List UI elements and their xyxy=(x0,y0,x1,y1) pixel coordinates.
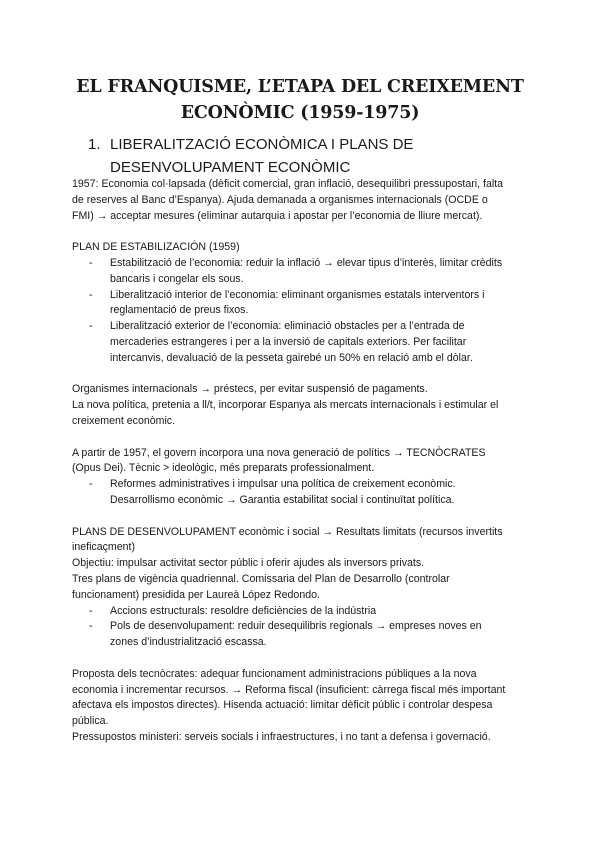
plan-heading: PLAN DE ESTABILIZACIÓN (1959) xyxy=(72,241,240,254)
text-line: FMI) → acceptar mesures (eliminar autarquia i apostar per l’economia de lliure mercat). xyxy=(72,209,483,222)
proposal-paragraph xyxy=(72,667,542,746)
plan-list xyxy=(72,256,542,367)
text-line: Accions estructurals: resoldre deficiències de la indústria xyxy=(110,604,377,617)
document-title-line-2: ECONÒMIC (1959-1975) xyxy=(180,103,420,123)
text-line: Pressupostos ministeri: serveis socials i infraestructures, i no tant a defensa i governació. xyxy=(72,730,491,743)
text-line: Estabilització de l’economia: reduir la inflació → elevar tipus d’interès, limitar crèdits xyxy=(110,256,503,269)
dash-bullet: - xyxy=(89,604,93,617)
text-line: A partir de 1957, el govern incorpora una nova generació de polítics → TECNÒCRATES xyxy=(72,446,486,459)
list-item xyxy=(72,288,542,320)
spacer xyxy=(72,430,542,446)
technocrats-list xyxy=(72,477,542,509)
text-line: 1957: Economia col·lapsada (dèficit comercial, gran inflació, desequilibri pressupostari, falta xyxy=(72,178,504,190)
dash-bullet: - xyxy=(89,256,93,269)
text-line: afectava els impostos directes). Hisenda actuació: limitar dèficit públic i controlar despesa xyxy=(72,699,493,712)
text-line: bancaris i congelar els sous. xyxy=(110,272,244,285)
section-title xyxy=(110,133,510,179)
text-line: (Opus Dei). Tècnic > ideològic, més preparats professionalment. xyxy=(72,462,375,475)
text-line: Objectiu: impulsar activitat sector públic i oferir ajudes als inversors privats. xyxy=(72,557,425,570)
document-title-line-1: EL FRANQUISME, L’ETAPA DEL CREIXEMENT xyxy=(76,77,524,97)
dash-bullet: - xyxy=(89,288,93,301)
text-line: zones d’industrialització escassa. xyxy=(110,636,267,649)
text-line: Reformes administratives i impulsar una política de creixement econòmic. xyxy=(110,478,456,491)
spacer xyxy=(72,367,542,383)
text-line: pública. xyxy=(72,715,109,728)
text-line: Liberalització exterior de l’economia: eliminació obstacles per a l’entrada de xyxy=(110,320,465,333)
intro-paragraph xyxy=(72,177,542,224)
organisms-paragraph xyxy=(72,382,542,429)
list-item xyxy=(72,604,542,620)
text-line: funcionament) presidida per Laureà López Redondo. xyxy=(72,588,320,601)
dash-bullet: - xyxy=(89,478,93,491)
text-line: PLANS DE DESENVOLUPAMENT econòmic i social → Resultats limitats (recursos invertits xyxy=(72,525,503,538)
section-title-line-1: LIBERALITZACIÓ ECONÒMICA I PLANS DE xyxy=(110,136,414,153)
document-title xyxy=(70,74,530,126)
text-line: Proposta dels tecnòcrates: adequar funcionament administracions públiques a la nova xyxy=(72,667,477,680)
text-line: reglamentació de preus fixos. xyxy=(110,304,249,317)
text-line: Organismes internacionals → préstecs, per evitar suspensió de pagaments. xyxy=(72,383,428,396)
plans-paragraph xyxy=(72,525,542,651)
spacer xyxy=(72,651,542,667)
plan-estabilizacion xyxy=(72,240,542,366)
section-number: 1. xyxy=(88,136,101,153)
dash-bullet: - xyxy=(89,320,93,333)
text-line: Desarrollismo econòmic → Garantia estabilitat social i continuïtat política. xyxy=(110,493,455,506)
text-line: Pols de desenvolupament: reduir desequilibris regionals → empreses noves en xyxy=(110,620,482,633)
text-line: intercanvis, devaluació de la pesseta gairebé un 50% en relació amb el dòlar. xyxy=(110,351,473,364)
plans-list xyxy=(72,604,542,651)
list-item xyxy=(72,619,542,651)
dash-bullet: - xyxy=(89,620,93,633)
list-item xyxy=(72,477,542,509)
text-line: Liberalització interior de l’economia: eliminant organismes estatals interventors i xyxy=(110,288,485,301)
text-line: La nova política, pretenia a ll/t, incorporar Espanya als mercats internacionals i estimular el xyxy=(72,399,499,412)
list-item xyxy=(72,319,542,366)
text-line: mercaderies estrangeres i per a la inversió de capitals exteriors. Per facilitar xyxy=(110,335,467,348)
text-line: ineficaçment) xyxy=(72,541,135,554)
technocrats-paragraph xyxy=(72,446,542,509)
list-item xyxy=(72,256,542,288)
text-line: economia i incrementar recursos. → Reforma fiscal (insuficient: càrrega fiscal més important xyxy=(72,683,506,696)
text-line: Tres plans de vigència quadriennal. Comissaria del Plan de Desarrollo (controlar xyxy=(72,572,450,585)
document-body xyxy=(72,177,542,746)
spacer xyxy=(72,509,542,525)
spacer xyxy=(72,224,542,240)
text-line: de reserves al Banc d’Espanya). Ajuda demanada a organismes internacionals (OCDE o xyxy=(72,193,488,206)
section-title-line-2: DESENVOLUPAMENT ECONÒMIC xyxy=(110,159,351,176)
text-line: creixement econòmic. xyxy=(72,414,176,427)
